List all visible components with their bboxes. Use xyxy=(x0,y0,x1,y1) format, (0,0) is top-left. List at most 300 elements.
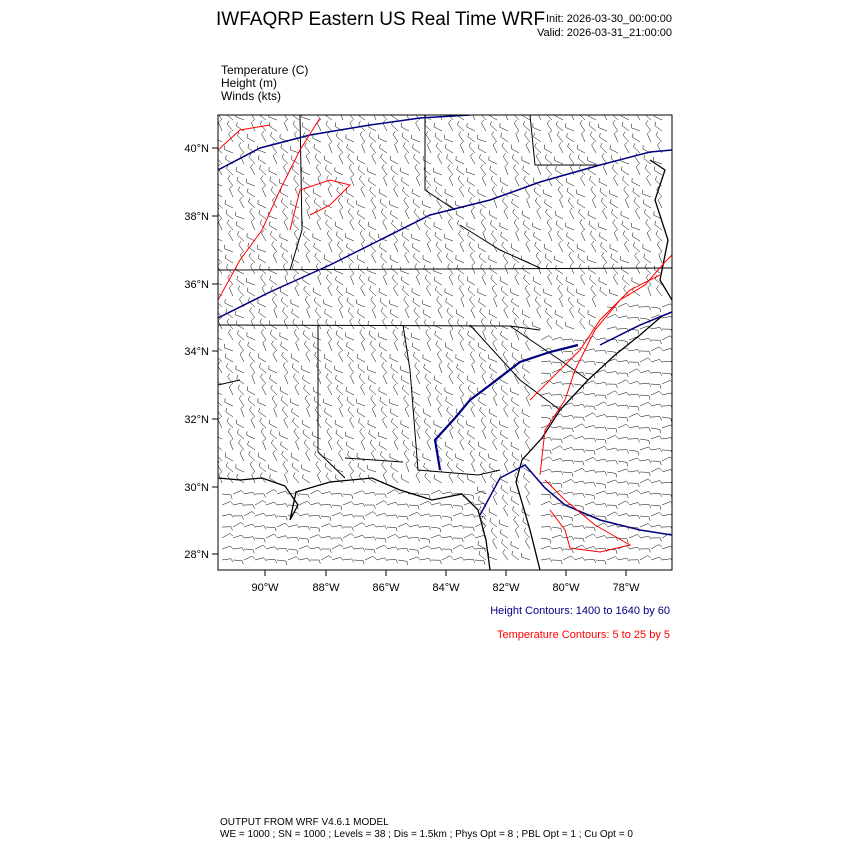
wind-barb xyxy=(238,286,244,296)
wind-barb xyxy=(380,243,388,252)
wind-barb xyxy=(424,364,431,373)
wind-barb xyxy=(412,243,420,252)
wind-barb xyxy=(359,374,365,384)
wind-barb xyxy=(361,285,365,296)
wind-barb xyxy=(577,145,585,153)
wind-barb xyxy=(448,219,453,230)
wind-barb xyxy=(556,166,564,175)
wind-barb xyxy=(629,458,640,461)
wind-barb xyxy=(503,252,508,263)
wind-barb xyxy=(310,503,321,506)
wind-barb xyxy=(404,395,409,406)
wind-barb xyxy=(402,177,410,186)
wind-barb xyxy=(327,329,332,340)
wind-barb xyxy=(491,528,497,538)
wind-barb xyxy=(624,241,629,252)
wind-barb xyxy=(456,255,464,263)
wind-barb xyxy=(321,536,332,539)
wind-barb xyxy=(471,307,475,318)
wind-barb xyxy=(596,382,607,385)
wind-barb xyxy=(261,329,266,340)
wind-barb xyxy=(618,405,629,409)
wind-barb xyxy=(376,501,387,505)
wind-barb xyxy=(640,395,650,400)
wind-barb xyxy=(358,309,366,318)
wind-barb xyxy=(612,264,618,274)
wind-barb xyxy=(536,153,541,164)
wind-barb xyxy=(623,132,629,142)
wind-barb xyxy=(618,482,629,486)
wind-barb xyxy=(423,453,431,461)
wind-barb xyxy=(629,515,640,519)
wind-barb xyxy=(546,308,553,318)
wind-barb xyxy=(644,155,651,164)
wind-barb xyxy=(305,395,310,406)
wind-barb xyxy=(478,343,486,351)
wind-barb xyxy=(574,404,585,407)
wind-barb xyxy=(490,220,497,230)
wind-barb xyxy=(552,483,562,488)
lat-label: 28°N xyxy=(184,549,209,561)
wind-barb xyxy=(307,406,311,417)
wind-barb xyxy=(574,417,584,421)
wind-barb xyxy=(219,472,222,483)
wind-barb xyxy=(464,559,475,563)
wind-barb xyxy=(238,132,245,142)
wind-barb xyxy=(371,197,376,208)
wind-barb xyxy=(393,428,398,439)
wind-barb xyxy=(461,296,464,307)
wind-barb xyxy=(225,245,233,252)
wind-barb xyxy=(348,407,354,417)
wind-barb xyxy=(563,384,574,388)
wind-barb xyxy=(359,473,365,483)
wind-barb xyxy=(302,123,310,132)
wind-barb xyxy=(307,307,310,318)
wind-barb xyxy=(629,305,640,308)
wind-barb xyxy=(233,503,244,506)
wind-barb xyxy=(368,375,376,384)
wind-barb xyxy=(592,197,596,208)
wind-barb xyxy=(607,537,618,541)
wind-barb xyxy=(247,387,255,396)
wind-barb xyxy=(629,471,640,475)
wind-barb xyxy=(442,536,453,539)
wind-barb xyxy=(233,560,243,564)
wind-barb xyxy=(354,523,365,527)
wind-barb xyxy=(607,384,617,388)
wind-barb xyxy=(636,164,640,175)
wind-barb xyxy=(310,515,321,519)
wind-barb xyxy=(481,120,486,131)
wind-barb xyxy=(316,164,321,175)
wind-barb xyxy=(306,351,310,362)
wind-barb xyxy=(552,458,563,461)
wind-barb xyxy=(392,473,398,483)
wind-barb xyxy=(458,176,464,186)
wind-barb xyxy=(328,186,332,197)
temperature-contours-note: Temperature Contours: 5 to 25 by 5 xyxy=(496,629,670,641)
wind-barb xyxy=(420,538,430,543)
wind-barb xyxy=(247,332,255,340)
wind-barb xyxy=(321,549,331,553)
wind-barb xyxy=(391,111,399,120)
wind-barb xyxy=(420,527,431,531)
wind-barb xyxy=(640,307,651,311)
wind-barb xyxy=(226,363,233,373)
wind-barb xyxy=(655,221,662,230)
wind-barb xyxy=(273,351,277,362)
wind-barb xyxy=(599,124,607,131)
wind-barb xyxy=(347,144,354,153)
wind-barb xyxy=(325,165,332,175)
wind-barb xyxy=(218,417,222,428)
wind-barb xyxy=(468,331,475,340)
wind-barb xyxy=(244,556,255,560)
wind-barb xyxy=(662,482,673,486)
wind-barb xyxy=(413,144,421,153)
wind-barb xyxy=(514,417,519,428)
wind-barb xyxy=(563,351,573,355)
wind-barb xyxy=(348,154,354,164)
wind-barb xyxy=(372,153,376,164)
wind-barb xyxy=(457,121,464,131)
wind-barb xyxy=(350,120,354,131)
wind-barb xyxy=(493,494,497,505)
wind-barb xyxy=(394,241,398,252)
lat-label: 32°N xyxy=(184,414,209,426)
wind-barb xyxy=(237,177,244,186)
wind-barb xyxy=(266,490,277,495)
wind-barb xyxy=(365,556,376,560)
wind-barb xyxy=(492,131,497,142)
wind-barb xyxy=(622,221,629,230)
wind-barb xyxy=(444,234,453,241)
wind-barb xyxy=(269,122,277,131)
wind-barb xyxy=(340,208,343,219)
wind-barb xyxy=(365,524,376,527)
wind-barb xyxy=(372,307,376,318)
wind-barb xyxy=(578,155,585,165)
wind-barb xyxy=(376,558,387,561)
wind-barb xyxy=(370,286,377,296)
wind-barb xyxy=(612,165,618,175)
wind-barb xyxy=(249,451,255,461)
lon-label: 86°W xyxy=(372,582,400,594)
wind-barb xyxy=(501,286,508,296)
wind-barb xyxy=(651,525,662,528)
wind-barb xyxy=(362,142,365,153)
wind-barb xyxy=(292,363,299,373)
wind-barb xyxy=(557,275,564,285)
wind-barb xyxy=(370,187,376,197)
wind-barb xyxy=(651,545,662,550)
wind-barb xyxy=(233,516,244,520)
wind-barb xyxy=(502,396,508,406)
wind-barb xyxy=(302,465,310,472)
wind-barb xyxy=(306,252,310,263)
wind-barb xyxy=(632,178,640,186)
wind-barb xyxy=(248,342,255,351)
wind-barb xyxy=(252,373,255,384)
wind-barb xyxy=(225,299,233,307)
wind-barb xyxy=(521,553,530,560)
wind-barb xyxy=(248,396,255,406)
wind-barb xyxy=(371,395,376,406)
wind-barb xyxy=(376,538,386,542)
wind-barb xyxy=(372,351,377,362)
wind-barb xyxy=(277,491,288,494)
wind-barb xyxy=(313,233,321,241)
wind-barb xyxy=(500,529,508,538)
wind-barb xyxy=(282,352,288,362)
wind-barb xyxy=(607,416,618,420)
wind-barb xyxy=(618,514,629,517)
wind-barb xyxy=(401,123,409,131)
wind-barb xyxy=(302,366,310,374)
wind-barb xyxy=(299,538,309,543)
wind-barb xyxy=(490,319,497,329)
wind-barb xyxy=(618,303,629,307)
wind-barb xyxy=(471,406,475,417)
wind-barb xyxy=(481,318,486,329)
wind-barb xyxy=(596,491,607,494)
wind-barb xyxy=(277,516,287,520)
wind-barb xyxy=(588,265,596,274)
height-contour xyxy=(600,312,672,345)
wind-barb xyxy=(258,255,266,264)
wind-barb xyxy=(526,439,531,450)
wind-barb xyxy=(582,131,586,142)
wind-barb xyxy=(512,506,519,516)
wind-barb xyxy=(468,430,476,439)
wind-barb xyxy=(293,121,299,131)
wind-barb xyxy=(491,429,497,439)
wind-barb xyxy=(577,298,585,307)
wind-barb xyxy=(533,223,541,231)
wind-barb xyxy=(546,165,552,176)
wind-barb xyxy=(282,253,288,263)
wind-barb xyxy=(589,275,596,285)
wind-barb xyxy=(404,296,409,307)
wind-barb xyxy=(332,505,342,510)
wind-barb xyxy=(651,538,662,542)
wind-barb xyxy=(328,285,332,296)
wind-barb xyxy=(271,187,277,197)
wind-barb xyxy=(349,461,354,472)
wind-barb xyxy=(262,384,266,395)
wind-barb xyxy=(581,175,585,186)
wind-barb xyxy=(629,490,640,494)
wind-barb xyxy=(552,527,562,532)
wind-barb xyxy=(526,340,530,351)
wind-barb xyxy=(558,186,563,197)
wind-barb xyxy=(596,402,607,406)
wind-barb xyxy=(662,425,673,428)
legend-height: Height (m) xyxy=(221,76,278,90)
lon-label: 88°W xyxy=(312,582,340,594)
wind-barb xyxy=(516,230,519,241)
wind-barb xyxy=(481,164,486,175)
legend-winds: Winds (kts) xyxy=(221,89,281,103)
wind-barb xyxy=(427,241,431,252)
wind-barb xyxy=(295,285,299,296)
wind-barb xyxy=(611,254,618,263)
wind-barb xyxy=(515,274,519,285)
wind-barb xyxy=(596,351,607,355)
wind-barb xyxy=(523,364,531,373)
wind-barb xyxy=(348,352,355,362)
wind-barb xyxy=(314,342,322,351)
wind-barb xyxy=(269,465,277,473)
wind-barb xyxy=(629,483,639,487)
wind-barb xyxy=(229,285,233,296)
wind-barb xyxy=(252,472,255,483)
wind-barb xyxy=(414,308,420,318)
wind-barb xyxy=(238,385,244,395)
wind-barb xyxy=(218,219,222,230)
wind-barb xyxy=(346,288,354,296)
wind-barb xyxy=(382,461,387,472)
wind-barb xyxy=(405,252,410,263)
wind-barb xyxy=(398,536,409,539)
wind-barb xyxy=(479,352,486,362)
coastline xyxy=(218,160,672,570)
wind-barb xyxy=(590,176,597,186)
wind-barb xyxy=(592,241,597,252)
wind-barb xyxy=(280,288,288,297)
wind-barb xyxy=(324,354,332,362)
wind-barb xyxy=(326,418,333,428)
wind-barb xyxy=(574,558,585,561)
wind-barb xyxy=(640,402,651,406)
wind-barb xyxy=(350,472,354,483)
wind-barb xyxy=(516,131,519,142)
wind-barb xyxy=(623,231,629,241)
wind-barb xyxy=(362,241,366,252)
wind-barb xyxy=(645,264,651,274)
wind-barb xyxy=(662,450,672,454)
wind-barb xyxy=(237,330,244,340)
wind-barb xyxy=(379,442,387,451)
wind-barb xyxy=(313,333,321,341)
wind-barb xyxy=(535,143,541,153)
wind-barb xyxy=(633,143,640,153)
wind-barb xyxy=(315,308,321,319)
wind-barb xyxy=(570,208,574,219)
wind-barb xyxy=(369,132,376,142)
wind-barb xyxy=(336,375,344,384)
wind-barb xyxy=(294,230,299,241)
wind-barb xyxy=(629,369,640,373)
wind-barb xyxy=(467,123,475,131)
wind-barb xyxy=(447,407,453,417)
wind-barb xyxy=(578,199,586,208)
wind-barb xyxy=(277,523,288,527)
wind-barb xyxy=(282,154,288,164)
wind-barb xyxy=(392,176,398,186)
wind-barb xyxy=(525,132,531,143)
wind-barb xyxy=(343,514,354,517)
wind-barb xyxy=(303,430,310,440)
wind-barb xyxy=(266,502,277,505)
wind-barb xyxy=(261,374,267,385)
wind-barb xyxy=(574,461,584,466)
wind-barb xyxy=(501,331,509,340)
wind-barb xyxy=(490,121,497,131)
wind-barb xyxy=(235,311,244,318)
wind-barb xyxy=(405,208,409,219)
wind-barb xyxy=(259,408,266,417)
wind-barb xyxy=(255,501,266,506)
wind-barb xyxy=(434,168,442,175)
wind-barb xyxy=(651,436,662,439)
wind-barb xyxy=(552,426,563,429)
wind-barb xyxy=(302,266,310,274)
wind-barb xyxy=(247,288,255,297)
wind-barb xyxy=(383,219,387,230)
wind-barb xyxy=(313,387,321,395)
wind-barb xyxy=(292,165,299,175)
wind-barb xyxy=(340,109,343,120)
wind-barb xyxy=(479,154,486,164)
wind-barb xyxy=(291,299,299,307)
wind-barb xyxy=(346,432,354,439)
wind-barb xyxy=(325,210,332,219)
wind-barb xyxy=(567,188,574,198)
wind-barb xyxy=(426,329,431,340)
wind-barb xyxy=(343,527,353,531)
wind-barb xyxy=(360,428,365,439)
wind-barb xyxy=(662,406,673,410)
wind-barb xyxy=(618,424,629,428)
height-contour xyxy=(218,150,672,318)
wind-barb xyxy=(607,493,618,497)
wind-barb xyxy=(324,453,332,461)
lon-label: 90°W xyxy=(251,582,279,594)
wind-barb xyxy=(282,451,288,461)
wind-barb xyxy=(373,208,377,219)
wind-barb xyxy=(640,351,650,355)
wind-barb xyxy=(403,242,409,252)
wind-barb xyxy=(493,538,498,549)
wind-barb xyxy=(263,340,266,351)
wind-barb xyxy=(273,153,277,164)
wind-barb xyxy=(225,398,233,406)
wind-barb xyxy=(546,209,552,219)
wind-barb xyxy=(281,342,288,351)
wind-barb xyxy=(277,504,288,508)
wind-barb xyxy=(425,473,431,483)
wind-barb xyxy=(600,133,608,142)
wind-barb xyxy=(472,461,476,472)
wind-barb xyxy=(251,219,255,230)
wind-barb xyxy=(445,144,453,153)
wind-barb xyxy=(549,230,553,241)
wind-barb xyxy=(391,418,398,428)
wind-barb xyxy=(500,322,508,330)
wind-barb xyxy=(324,399,332,406)
wind-barb xyxy=(629,362,639,366)
wind-barb xyxy=(233,548,244,552)
wind-barb xyxy=(391,210,399,219)
wind-barb xyxy=(552,395,563,399)
wind-barb xyxy=(281,441,289,450)
wind-barb xyxy=(618,417,628,422)
wind-barb xyxy=(522,310,530,318)
wind-barb xyxy=(505,164,508,175)
wind-barb xyxy=(277,548,288,552)
